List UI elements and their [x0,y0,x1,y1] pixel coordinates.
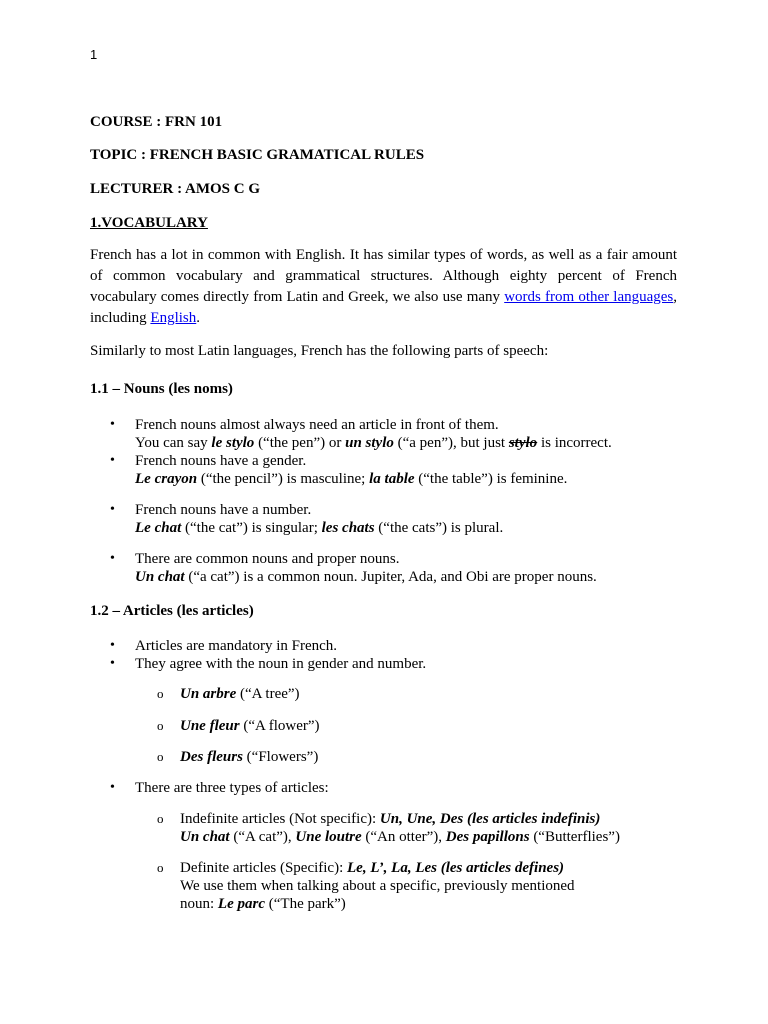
nouns-list [90,416,677,586]
french-term: Le parc [217,896,265,912]
french-term: Un arbre [180,686,237,702]
french-term: Une loutre [295,829,362,845]
french-term: la table [369,471,415,487]
list-item-text [180,828,677,846]
text: is incorrect. [537,435,612,451]
list-item: • Articles are mandatory in French. [90,637,677,655]
articles-heading: 1.2 – Articles (les articles) [90,603,254,619]
list-item-text [180,859,677,877]
list-item-text [135,470,677,488]
list-item [90,501,677,537]
list-item-text [180,895,677,913]
document-body [90,112,677,913]
list-item-text [135,434,677,452]
french-term: les chats [321,520,375,536]
list-item [90,416,677,452]
nouns-heading: 1.1 – Nouns (les noms) [90,381,233,397]
text: Indefinite articles (Not specific): [180,811,380,827]
french-term: Des fleurs [180,749,243,765]
sub-list-item [90,748,677,766]
lecturer-heading: LECTURER : AMOS C G [90,181,261,197]
list-item-text [135,568,677,586]
course-heading: COURSE : FRN 101 [90,114,223,130]
english-link[interactable]: English [150,310,197,326]
list-item-text: • French nouns have a gender. [135,453,307,469]
text: (“a pen”), but just [393,435,509,451]
text: (“the pen”) or [254,435,346,451]
text: (“An otter”), [361,829,446,845]
list-item-text [180,810,677,828]
other-languages-link[interactable]: words from other languages [504,289,674,305]
french-term: Un, Une, Des (les articles indefinis) [379,811,601,827]
french-term: Un chat [180,829,230,845]
page-number: 1 [90,47,98,62]
text: (“The park”) [265,896,346,912]
text: (“the table”) is feminine. [414,471,568,487]
text: (“the cat”) is singular; [181,520,322,536]
para-text: , including [90,289,678,326]
french-term: le stylo [211,435,255,451]
parts-of-speech-paragraph: Similarly to most Latin languages, French has the following parts of speech: [90,343,549,359]
text: Definite articles (Specific): [180,860,348,876]
french-term: Un chat [135,569,185,585]
sub-list-item [90,859,677,913]
french-term-struck: stylo [508,435,538,451]
sub-list-item [90,685,677,703]
list-item: • There are three types of articles: [90,779,677,797]
list-item-text: • There are common nouns and proper nouns. [135,551,400,567]
text: (“A tree”) [236,686,300,702]
french-term: Le crayon [135,471,198,487]
french-term: Une fleur [180,718,240,734]
list-item: • They agree with the noun in gender and number. [90,655,677,673]
vocabulary-paragraph [90,245,677,329]
topic-heading: TOPIC : FRENCH BASIC GRAMATICAL RULES [90,147,425,163]
text: (“A cat”), [229,829,296,845]
para-text: French has a lot in common with English. It has similar types of words, as well as a fair amount of common vocabulary and grammatical structures. Although eighty percent of French vocabulary comes directly from Latin and Greek, we also use many [90,247,677,305]
sub-list-item [90,810,677,846]
article-types-sublist [90,810,677,913]
french-term: Le chat [135,520,182,536]
french-term: un stylo [345,435,394,451]
french-term: Le, L’, La, Les (les articles defines) [347,860,565,876]
list-item [90,550,677,586]
para-text: . [196,310,201,326]
examples-list [90,685,677,766]
list-item-text: • French nouns almost always need an article in front of them. [135,417,499,433]
french-term: Des papillons [445,829,530,845]
text: (“Butterflies”) [529,829,620,845]
text: (“Flowers”) [242,749,319,765]
list-item-text [135,519,677,537]
text: You can say [135,435,212,451]
list-item-text: • French nouns have a number. [135,502,312,518]
article-types-list [90,779,677,797]
text: (“the cats”) is plural. [374,520,504,536]
sub-list-item [90,717,677,735]
text: (“A flower”) [239,718,320,734]
list-item-text: We use them when talking about a specific, previously mentioned [180,878,575,894]
text: (“a cat”) is a common noun. Jupiter, Ada, and Obi are proper nouns. [184,569,597,585]
articles-list [90,637,677,673]
vocabulary-heading: 1.VOCABULARY [90,215,208,231]
list-item [90,452,677,488]
text: noun: [180,896,218,912]
text: (“the pencil”) is masculine; [197,471,370,487]
